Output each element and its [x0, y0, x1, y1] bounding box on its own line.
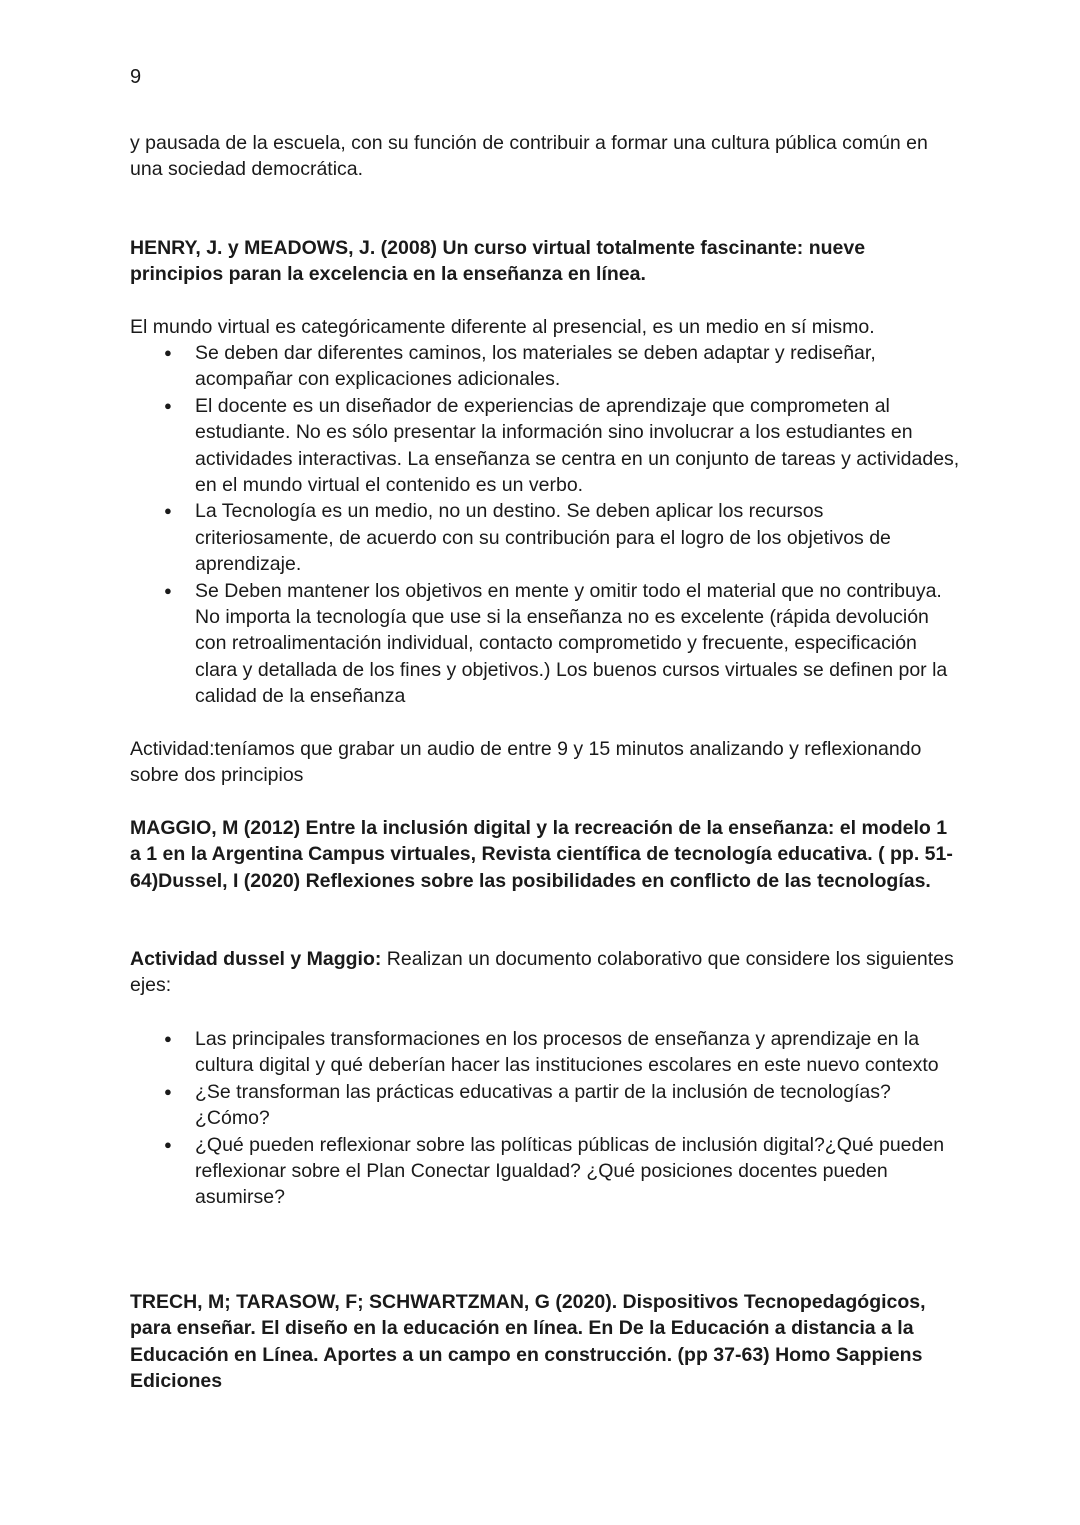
- principles-list: [130, 340, 960, 710]
- list-item: ● ¿Se transforman las prácticas educativas a partir de la inclusión de tecnologías?¿Cómo?: [130, 1079, 960, 1132]
- list-item: ● La Tecnología es un medio, no un destino. Se deben aplicar los recursos criteriosamente, de acuerdo con su contribución para el logro de los objetivos de aprendizaje.: [130, 498, 960, 577]
- list-item: ● El docente es un diseñador de experiencias de aprendizaje que comprometen al estudiante. No es sólo presentar la información sino involucrar a los estudiantes en actividades interactivas. La enseñanza se centra en un conjunto de tareas y actividades, en el mundo virtual el contenido es un verbo.: [130, 393, 960, 499]
- list-item: ● Las principales transformaciones en los procesos de enseñanza y aprendizaje en la cultura digital y qué deberían hacer las instituciones escolares en este nuevo contexto: [130, 1026, 960, 1079]
- list-item: ● Se deben dar diferentes caminos, los materiales se deben adaptar y rediseñar, acompañar con explicaciones adicionales.: [130, 340, 960, 393]
- axes-list: [130, 1026, 960, 1211]
- activity-audio: Actividad:teníamos que grabar un audio de entre 9 y 15 minutos analizando y reflexionando sobre dos principios: [130, 738, 922, 787]
- page-number: 9: [130, 66, 142, 88]
- section-heading-trech-tarasow: TRECH, M; TARASOW, F; SCHWARTZMAN, G (2020). Dispositivos Tecnopedagógicos, para enseñar. El diseño en la educación en línea. En De la Educación a distancia a la Educación en Línea. Aportes a un campo en construcción. (pp 37-63) Homo Sappiens Ediciones: [130, 1291, 926, 1393]
- intro-paragraph: y pausada de la escuela, con su función de contribuir a formar una cultura pública común en una sociedad democrática.: [130, 132, 928, 181]
- section-intro-virtual-world: El mundo virtual es categóricamente diferente al presencial, es un medio en sí mismo.: [130, 316, 875, 338]
- list-item: ● ¿Qué pueden reflexionar sobre las políticas públicas de inclusión digital?¿Qué pueden reflexionar sobre el Plan Conectar Igualdad? ¿Qué posiciones docentes pueden asumirse?: [130, 1132, 960, 1211]
- activity-label: Actividad dussel y Maggio:: [130, 948, 382, 970]
- activity-collaborative-document: [130, 946, 960, 999]
- section-heading-maggio-dussel: MAGGIO, M (2012) Entre la inclusión digital y la recreación de la enseñanza: el modelo 1 a 1 en la Argentina Campus virtuales, Revista científica de tecnología educativa. ( pp. 51-64)Dussel, I (2020) Reflexiones sobre las posibilidades en conflicto de las tecnologías.: [130, 817, 953, 892]
- activity-text: Realizan un documento colaborativo que considere los siguientes ejes:: [130, 948, 954, 997]
- section-heading-henry-meadows: HENRY, J. y MEADOWS, J. (2008) Un curso virtual totalmente fascinante: nueve principios paran la excelencia en la enseñanza en línea.: [130, 237, 866, 286]
- list-item: ● Se Deben mantener los objetivos en mente y omitir todo el material que no contribuya. No importa la tecnología que use si la enseñanza no es excelente (rápida devolución con retroalimentación individual, contacto comprometido y frecuente, especificación clara y detallada de los fines y objetivos.) Los buenos cursos virtuales se definen por la calidad de la enseñanza: [130, 578, 960, 710]
